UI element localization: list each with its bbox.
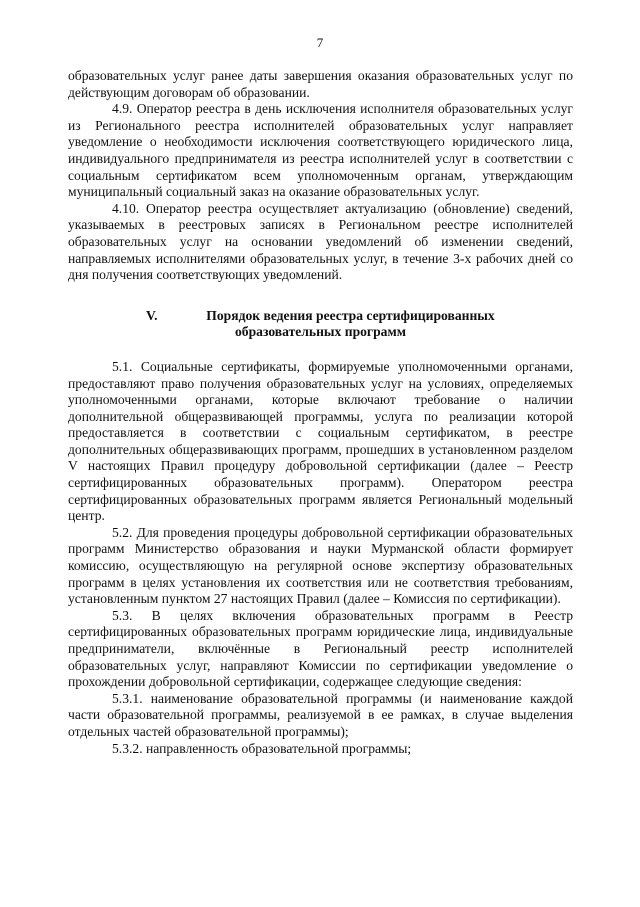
- paragraph-4-9: 4.9. Оператор реестра в день исключения исполнителя образовательных услуг из Регионального реестра исполнителей образовательных услуг направляет уведомление о необходимости исключения соответствующего юридического лица, индивидуального предпринимателя из реестра исполнителей услуг в соответствии с социальным сертификатом всем уполномоченным органам, утверждающим муниципальный социальный заказ на оказание образовательных услуг.: [68, 101, 573, 200]
- section-title-line1: Порядок ведения реестра сертифицированных: [206, 307, 495, 323]
- paragraph-5-1: 5.1. Социальные сертификаты, формируемые уполномоченными органами, предоставляют право получения образовательных услуг на условиях, определяемых уполномоченными органами, которые включают требование о наличии дополнительной общеразвивающей программы, услуга по реализации которой предоставляется в соответствии с социальным сертификатом, в реестре дополнительных общеразвивающих программ, прошедших в установленном разделом V настоящих Правил процедуру добровольной сертификации (далее – Реестр сертифицированных образовательных программ). Оператором реестра сертифицированных образовательных программ является Региональный модельный центр.: [68, 358, 573, 524]
- paragraph-4-10: 4.10. Оператор реестра осуществляет актуализацию (обновление) сведений, указываемых в реестровых записях в Региональном реестре исполнителей образовательных услуг на основании уведомлений об изменении сведений, направляемых исполнителями образовательных услуг, в течение 3-х рабочих дней со дня получения соответствующих уведомлений.: [68, 200, 573, 283]
- paragraph-5-3: 5.3. В целях включения образовательных программ в Реестр сертифицированных образовательных программ юридические лица, индивидуальные предприниматели, включённые в Региональный реестр исполнителей образовательных услуг, направляют Комиссии по сертификации уведомление о прохождении добровольной сертификации, содержащее следующие сведения:: [68, 607, 573, 690]
- paragraph-5-3-2: 5.3.2. направленность образовательной программы;: [112, 740, 412, 756]
- paragraph-5-2: 5.2. Для проведения процедуры добровольной сертификации образовательных программ Министерство образования и науки Мурманской области формирует комиссию, осуществляющую на регулярной основе экспертизу образовательных программ в целях установления их соответствия или не соответствия требованиям, установленным пунктом 27 настоящих Правил (далее – Комиссия по сертификации).: [68, 524, 573, 607]
- page-number: 7: [316, 35, 324, 50]
- section-number: V.: [146, 307, 158, 323]
- document-body: [68, 68, 573, 757]
- section-heading: [68, 308, 573, 341]
- section-title-line2: образовательных программ: [235, 324, 406, 340]
- paragraph-continuation: образовательных услуг ранее даты завершения оказания образовательных услуг по действующим договорам об образовании.: [68, 68, 573, 100]
- paragraph-5-3-1: 5.3.1. наименование образовательной программы (и наименование каждой части образовательной программы, реализуемой в ее рамках, в случае выделения отдельных частей образовательной программы);: [68, 690, 573, 739]
